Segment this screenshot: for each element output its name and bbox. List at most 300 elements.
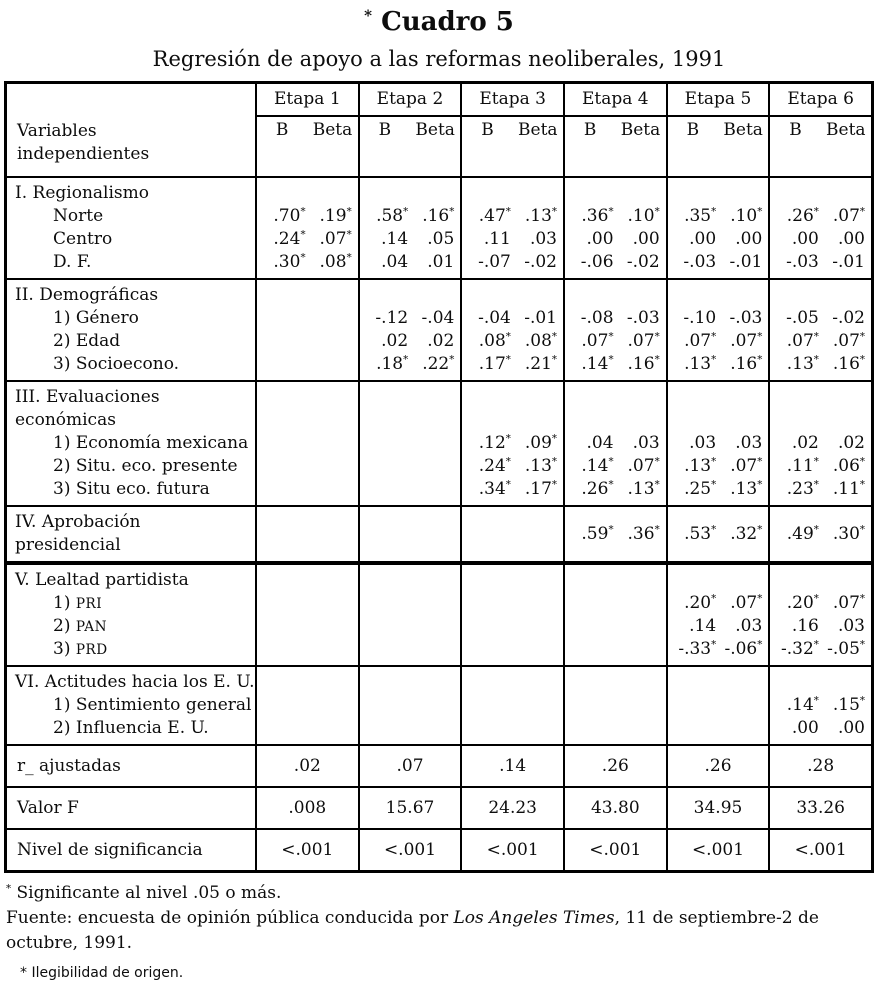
value-line <box>565 523 666 546</box>
significance-star: * <box>449 354 455 366</box>
value-beta: .00 <box>632 229 660 249</box>
spacer <box>668 569 769 592</box>
significance-star: * <box>346 252 352 264</box>
significance-star: * <box>505 433 511 445</box>
value-line <box>462 307 563 330</box>
variable-label: 2) Edad <box>53 331 121 351</box>
value-b: .14 <box>381 229 409 249</box>
value-beta: .07* <box>730 456 763 476</box>
value-b: .03 <box>689 433 717 453</box>
value-beta: .13* <box>730 479 763 499</box>
value-beta: -.03 <box>729 308 763 328</box>
etapa-label: Etapa 1 <box>257 84 358 117</box>
spacer <box>360 638 461 661</box>
value-b: .11 <box>483 229 511 249</box>
section-5-etapa-1-cell <box>255 565 358 665</box>
spacer <box>565 671 666 694</box>
value-beta: -.02 <box>832 308 865 328</box>
section-3-etapa-4-cell <box>563 382 666 505</box>
value-line <box>770 307 871 330</box>
significance-star: * <box>813 456 819 468</box>
value-b: .07* <box>684 331 717 351</box>
summary-value-e2: 15.67 <box>358 788 461 828</box>
spacer <box>257 717 358 740</box>
footnote-source-prefix: Fuente: encuesta de opinión pública conducida por <box>6 908 454 928</box>
variable-label: 1) PRI <box>53 593 103 613</box>
significance-star: * <box>711 479 717 491</box>
footnote-legibility-text: Ilegibilidad de origen. <box>31 965 184 981</box>
value-b: .02 <box>791 433 819 453</box>
section-row-1 <box>7 176 871 278</box>
significance-star: * <box>711 639 717 651</box>
value-line <box>462 205 563 228</box>
spacer <box>257 455 358 478</box>
value-b: .35* <box>684 206 717 226</box>
value-beta: .07* <box>319 229 352 249</box>
value-beta: .09* <box>524 433 557 453</box>
variable-label: 2) PAN <box>53 616 107 636</box>
value-line <box>668 523 769 546</box>
subcolumn-headers <box>360 119 461 142</box>
value-line <box>257 228 358 251</box>
value-b: .00 <box>791 229 819 249</box>
footnotes <box>6 881 872 982</box>
value-b: .11* <box>786 456 819 476</box>
footnote-legibility <box>6 964 872 982</box>
significance-star: * <box>654 331 660 343</box>
value-beta: .30* <box>832 523 865 544</box>
value-b: .14 <box>689 616 717 636</box>
subcol-b-header: B <box>686 120 700 140</box>
significance-star: * <box>608 331 614 343</box>
column-header-etapa-6 <box>768 84 871 176</box>
spacer <box>257 432 358 455</box>
value-line <box>462 330 563 353</box>
value-b: -.04 <box>478 308 511 328</box>
section-3-etapa-3-cell <box>460 382 563 505</box>
significance-star: * <box>403 354 409 366</box>
value-beta: .06* <box>832 456 865 476</box>
spacer <box>360 694 461 717</box>
value-b: .58* <box>376 206 409 226</box>
significance-star: * <box>813 695 819 707</box>
variable-label: 2) Situ. eco. presente <box>53 456 238 476</box>
value-beta: .00 <box>837 229 865 249</box>
spacer <box>565 182 666 205</box>
significance-star: * <box>505 479 511 491</box>
significance-star: * <box>551 206 557 218</box>
value-line <box>668 432 769 455</box>
value-line <box>668 455 769 478</box>
summary-label: Valor F <box>17 798 79 818</box>
value-line <box>770 228 871 251</box>
section-4-etapa-1-cell <box>255 507 358 561</box>
significance-star: * <box>346 229 352 241</box>
spacer <box>565 615 666 638</box>
spacer <box>770 182 871 205</box>
value-b: .23* <box>786 479 819 499</box>
section-4-etapa-3-cell <box>460 507 563 561</box>
value-line <box>668 638 769 661</box>
spacer <box>257 569 358 592</box>
value-line <box>565 205 666 228</box>
spacer <box>257 694 358 717</box>
spacer <box>257 307 358 330</box>
etapa-label: Etapa 3 <box>462 84 563 117</box>
value-beta: .13* <box>627 479 660 499</box>
value-beta: -.05* <box>827 639 865 659</box>
value-line <box>770 455 871 478</box>
section-5-etapa-6-cell <box>768 565 871 665</box>
value-beta: .16* <box>832 354 865 374</box>
significance-star: * <box>757 354 763 366</box>
value-b: .20* <box>684 593 717 613</box>
section-title: III. Evaluaciones <box>15 387 160 407</box>
footnote-source-publication: Los Angeles Times <box>453 908 615 928</box>
value-line <box>565 478 666 501</box>
value-b: -.12 <box>375 308 409 328</box>
section-row-5 <box>7 561 871 665</box>
significance-star: * <box>859 456 865 468</box>
significance-star: * <box>757 206 763 218</box>
spacer <box>668 694 769 717</box>
value-b: -.32* <box>780 639 819 659</box>
spacer <box>462 409 563 432</box>
significance-star: * <box>654 479 660 491</box>
table-title <box>4 6 874 38</box>
value-beta: .21* <box>524 354 557 374</box>
spacer <box>770 671 871 694</box>
table-subtitle: Regresión de apoyo a las reformas neoliberales, 1991 <box>152 47 726 71</box>
value-b: .14* <box>581 456 614 476</box>
subcol-beta-header: Beta <box>312 120 353 140</box>
significance-star: * <box>449 206 455 218</box>
summary-label: r_ ajustadas <box>17 756 121 776</box>
value-line <box>462 455 563 478</box>
value-beta: .00 <box>735 229 763 249</box>
summary-value-e4: <.001 <box>563 830 666 870</box>
value-b: .25* <box>684 479 717 499</box>
subcol-b-header: B <box>378 120 392 140</box>
significance-star: * <box>859 479 865 491</box>
significance-star: * <box>711 456 717 468</box>
spacer <box>565 694 666 717</box>
value-line <box>565 455 666 478</box>
party-acronym: PRI <box>75 596 103 612</box>
summary-value-e5: .26 <box>666 746 769 786</box>
section-title: VI. Actitudes hacia los E. U. <box>15 672 255 692</box>
spacer <box>770 386 871 409</box>
significance-star: * <box>608 354 614 366</box>
value-beta: -.02 <box>524 252 557 272</box>
value-b: .13* <box>786 354 819 374</box>
value-b: .07* <box>581 331 614 351</box>
subcol-b-header: B <box>583 120 597 140</box>
value-b: .59* <box>581 523 614 544</box>
section-3-etapa-6-cell <box>768 382 871 505</box>
value-beta: -.02 <box>626 252 660 272</box>
section-title: I. Regionalismo <box>15 183 149 203</box>
value-b: .26* <box>581 479 614 499</box>
value-line <box>462 251 563 274</box>
value-line <box>770 251 871 274</box>
value-beta: .13* <box>524 456 557 476</box>
value-line <box>462 353 563 376</box>
value-beta: .07* <box>627 456 660 476</box>
value-line <box>668 228 769 251</box>
value-beta: .11* <box>832 479 865 499</box>
significance-star: * <box>757 456 763 468</box>
significance-star: * <box>711 331 717 343</box>
spacer <box>462 592 563 615</box>
section-6-etapa-6-cell <box>768 667 871 744</box>
significance-star: * <box>654 456 660 468</box>
value-beta: .03 <box>735 616 763 636</box>
significance-star: * <box>813 479 819 491</box>
subcol-beta-header: Beta <box>723 120 763 140</box>
section-5-etapa-2-cell <box>358 565 461 665</box>
section-4-etapa-6-cell <box>768 507 871 561</box>
spacer <box>565 592 666 615</box>
section-1-etapa-6-cell <box>768 178 871 278</box>
value-beta: -.06* <box>724 639 763 659</box>
section-2-etapa-4-cell <box>563 280 666 380</box>
value-b: -.08 <box>580 308 614 328</box>
footnote-significance-text: Significante al nivel .05 o más. <box>16 883 282 903</box>
subcol-b-header: B <box>789 120 802 140</box>
row-header-line: Variables <box>17 121 97 141</box>
value-beta: .03 <box>632 433 660 453</box>
value-line <box>770 432 871 455</box>
significance-star: * <box>859 523 865 535</box>
variable-label: 1) Género <box>53 308 139 328</box>
value-b: -.33* <box>678 639 717 659</box>
section-3-etapa-2-cell <box>358 382 461 505</box>
section-3-etapa-5-cell <box>666 382 769 505</box>
subcol-beta-header: Beta <box>620 120 661 140</box>
etapa-label: Etapa 5 <box>668 84 769 117</box>
value-b: .53* <box>684 523 717 544</box>
value-line <box>770 638 871 661</box>
subcolumn-headers <box>668 119 769 142</box>
value-beta: .07* <box>832 206 865 226</box>
significance-star: * <box>505 354 511 366</box>
spacer <box>360 455 461 478</box>
section-title: presidencial <box>15 535 121 555</box>
title-asterisk: * <box>364 6 372 25</box>
row-header-line: independientes <box>17 144 150 164</box>
value-b: .00 <box>586 229 614 249</box>
summary-value-e3: .14 <box>460 746 563 786</box>
section-6-etapa-2-cell <box>358 667 461 744</box>
value-line <box>770 523 871 546</box>
variable-label: 3) Situ eco. futura <box>53 479 210 499</box>
significance-star: * <box>757 331 763 343</box>
value-b: .18* <box>376 354 409 374</box>
summary-value-e2: .07 <box>358 746 461 786</box>
significance-star: * <box>859 639 865 651</box>
spacer <box>565 386 666 409</box>
value-line <box>668 205 769 228</box>
value-beta: .19* <box>319 206 352 226</box>
section-5-etapa-4-cell <box>563 565 666 665</box>
significance-star: * <box>608 523 614 535</box>
spacer <box>565 569 666 592</box>
value-beta: .02 <box>837 433 865 453</box>
variable-label: 1) Sentimiento general <box>53 695 252 715</box>
section-1-etapa-5-cell <box>666 178 769 278</box>
significance-star: * <box>859 331 865 343</box>
value-line <box>668 592 769 615</box>
value-line <box>360 228 461 251</box>
significance-star: * <box>551 331 557 343</box>
significance-star: * <box>859 354 865 366</box>
value-line <box>668 307 769 330</box>
significance-star: * <box>551 354 557 366</box>
value-beta: -.01 <box>729 252 763 272</box>
section-2-etapa-6-cell <box>768 280 871 380</box>
section-labels-4 <box>7 507 255 561</box>
spacer <box>360 386 461 409</box>
value-beta: .16* <box>730 354 763 374</box>
significance-star: * <box>300 252 306 264</box>
value-line <box>770 478 871 501</box>
value-beta: .10* <box>627 206 660 226</box>
significance-star: * <box>654 523 660 535</box>
subcolumn-headers <box>770 119 871 142</box>
value-b: .04 <box>586 433 614 453</box>
subcol-b-header: B <box>275 120 289 140</box>
significance-star: * <box>711 593 717 605</box>
subcolumn-headers <box>257 119 358 142</box>
value-b: -.07 <box>478 252 511 272</box>
spacer <box>257 409 358 432</box>
value-line <box>565 353 666 376</box>
significance-star: * <box>403 206 409 218</box>
column-header-etapa-5 <box>666 84 769 176</box>
spacer <box>668 409 769 432</box>
summary-value-e6: .28 <box>768 746 871 786</box>
section-1-etapa-4-cell <box>563 178 666 278</box>
column-header-etapa-4 <box>563 84 666 176</box>
significance-star: * <box>813 354 819 366</box>
section-row-4 <box>7 505 871 561</box>
section-title: V. Lealtad partidista <box>15 570 189 590</box>
value-b: .12* <box>478 433 511 453</box>
value-line <box>462 228 563 251</box>
significance-star: * <box>654 354 660 366</box>
spacer <box>462 638 563 661</box>
subcol-beta-header: Beta <box>826 120 866 140</box>
subcol-b-header: B <box>481 120 494 140</box>
value-beta: .05 <box>427 229 455 249</box>
value-beta: .01 <box>427 252 455 272</box>
value-beta: .07* <box>832 593 865 613</box>
value-line <box>668 478 769 501</box>
value-line <box>668 330 769 353</box>
value-line <box>770 353 871 376</box>
spacer <box>257 353 358 376</box>
significance-star: * <box>300 229 306 241</box>
section-1-etapa-2-cell <box>358 178 461 278</box>
value-line <box>565 228 666 251</box>
significance-star: * <box>757 479 763 491</box>
value-line <box>770 717 871 740</box>
value-line <box>257 205 358 228</box>
section-title: económicas <box>15 410 116 430</box>
variable-label: 3) Socioecono. <box>53 354 180 374</box>
footnote-source <box>6 906 872 956</box>
value-b: -.03 <box>683 252 717 272</box>
value-line <box>668 353 769 376</box>
significance-star: * <box>505 456 511 468</box>
section-4-etapa-4-cell <box>563 507 666 561</box>
spacer <box>668 671 769 694</box>
regression-table <box>4 81 874 873</box>
value-beta: .17* <box>524 479 557 499</box>
value-line <box>565 330 666 353</box>
party-acronym: PRD <box>75 642 108 658</box>
subcol-beta-header: Beta <box>415 120 455 140</box>
value-line <box>360 251 461 274</box>
value-beta: .03 <box>529 229 557 249</box>
spacer <box>462 182 563 205</box>
summary-row-3 <box>7 828 871 870</box>
spacer <box>360 717 461 740</box>
spacer <box>257 182 358 205</box>
significance-star: * <box>813 593 819 605</box>
subcol-beta-header: Beta <box>518 120 558 140</box>
section-2-etapa-5-cell <box>666 280 769 380</box>
summary-value-e5: 34.95 <box>666 788 769 828</box>
value-beta: -.01 <box>524 308 557 328</box>
summary-value-e6: 33.26 <box>768 788 871 828</box>
section-1-etapa-3-cell <box>460 178 563 278</box>
summary-value-e1: <.001 <box>255 830 358 870</box>
spacer <box>770 409 871 432</box>
value-line <box>668 615 769 638</box>
summary-value-e3: <.001 <box>460 830 563 870</box>
value-b: .47* <box>478 206 511 226</box>
party-acronym: PAN <box>75 619 107 635</box>
variable-label: 2) Influencia E. U. <box>53 718 209 738</box>
value-line <box>565 307 666 330</box>
value-beta: .36* <box>627 523 660 544</box>
section-1-etapa-1-cell <box>255 178 358 278</box>
spacer <box>770 569 871 592</box>
spacer <box>360 478 461 501</box>
value-b: .08* <box>478 331 511 351</box>
footnote-significance <box>6 881 872 906</box>
spacer <box>770 284 871 307</box>
column-header-etapa-1 <box>255 84 358 176</box>
significance-star: * <box>859 593 865 605</box>
section-row-3 <box>7 380 871 505</box>
section-labels-5 <box>7 565 255 665</box>
value-b: .36* <box>581 206 614 226</box>
value-b: .24* <box>273 229 306 249</box>
value-b: .24* <box>478 456 511 476</box>
variable-label: Centro <box>53 229 113 249</box>
section-labels-2 <box>7 280 255 380</box>
significance-star: * <box>711 354 717 366</box>
section-2-etapa-2-cell <box>358 280 461 380</box>
significance-star: * <box>757 593 763 605</box>
significance-star: * <box>505 206 511 218</box>
value-b: .26* <box>786 206 819 226</box>
section-5-etapa-3-cell <box>460 565 563 665</box>
etapa-label: Etapa 2 <box>360 84 461 117</box>
